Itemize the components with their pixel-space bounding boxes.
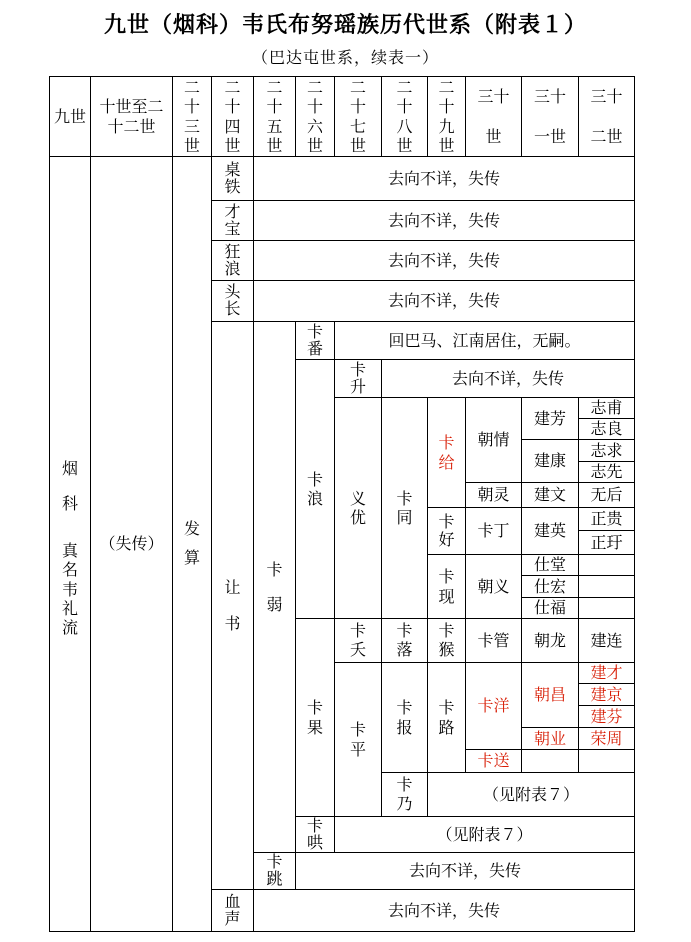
header-h32: 三十 二世 — [578, 76, 635, 157]
person-yiyou: 义优 — [334, 397, 382, 619]
person-fasuan: 发算 — [172, 156, 212, 932]
header-h23: 二十三世 — [172, 76, 212, 157]
person-chaochang: 朝昌 — [521, 662, 579, 728]
person-jianying: 建英 — [521, 507, 579, 555]
person-kaguan: 卡管 — [465, 618, 522, 663]
empty-cell-4 — [521, 749, 579, 773]
note-see-table7: （见附表７） — [427, 772, 635, 817]
person-caibao: 才宝 — [211, 200, 254, 241]
person-zhuotie: 桌铁 — [211, 156, 254, 201]
header-h31: 三十 一世 — [521, 76, 579, 157]
person-kaxian: 卡现 — [427, 554, 466, 619]
person-kahong: 卡哄 — [295, 816, 335, 853]
person-zhiqiu: 志求 — [578, 439, 635, 462]
person-kahao: 卡好 — [427, 507, 466, 555]
person-rongzhou: 荣周 — [578, 727, 635, 750]
empty-cell-3 — [578, 597, 635, 619]
empty-cell-5 — [578, 749, 635, 773]
person-shihong: 仕宏 — [521, 575, 579, 598]
person-kafan: 卡番 — [295, 321, 335, 360]
person-jianwen: 建文 — [521, 482, 579, 508]
person-kaping: 卡平 — [334, 662, 382, 817]
header-h26: 二十六世 — [295, 76, 335, 157]
person-yanke: 烟科 真名韦礼流 — [49, 156, 91, 932]
person-chaoqing: 朝情 — [465, 397, 522, 483]
header-h25: 二十五世 — [253, 76, 296, 157]
person-kuanglang: 狂浪 — [211, 240, 254, 281]
empty-cell-1 — [578, 554, 635, 576]
person-jiancai: 建才 — [578, 662, 635, 684]
person-zhenggui: 正贵 — [578, 507, 635, 531]
person-jianjing: 建京 — [578, 683, 635, 706]
header-h9: 九世 — [49, 76, 91, 157]
page-subtitle: （巴达屯世系，续表一） — [251, 48, 439, 67]
person-kayang: 卡洋 — [465, 662, 522, 750]
empty-cell-2 — [578, 575, 635, 598]
person-kahou: 卡猴 — [427, 618, 466, 663]
person-shitang: 仕堂 — [521, 554, 579, 576]
person-jianfang: 建芳 — [521, 397, 579, 440]
person-kalu: 卡路 — [427, 662, 466, 773]
person-kasheng: 卡升 — [334, 359, 382, 398]
person-kaguo: 卡果 — [295, 618, 335, 817]
person-zhengyu: 正玗 — [578, 530, 635, 555]
note-unknown-katiao: 去向不详，失传 — [295, 852, 635, 890]
header-h30: 三十 世 — [465, 76, 522, 157]
person-katiao: 卡跳 — [253, 852, 296, 890]
person-zhiliang: 志良 — [578, 418, 635, 440]
person-karuo: 卡弱 — [253, 321, 296, 853]
person-jianlian: 建连 — [578, 618, 635, 663]
note-unknown-3: 去向不详，失传 — [253, 240, 635, 281]
person-katian: 卡夭 — [334, 618, 382, 663]
header-h10: 十世至二十二世 — [90, 76, 173, 157]
person-kagei: 卡给 — [427, 397, 466, 508]
person-xuesheng: 血声 — [211, 889, 254, 932]
person-kasong: 卡送 — [465, 749, 522, 773]
note-kafan: 回巴马、江南居住，无嗣。 — [334, 321, 635, 360]
person-kalang: 卡浪 — [295, 359, 335, 619]
person-zhixian: 志先 — [578, 461, 635, 483]
person-shifu: 仕福 — [521, 597, 579, 619]
header-h24: 二十四世 — [211, 76, 254, 157]
note-unknown-2: 去向不详，失传 — [253, 200, 635, 241]
person-katong: 卡同 — [381, 397, 428, 619]
header-h28: 二十八世 — [381, 76, 428, 157]
note-unknown-kasheng: 去向不详，失传 — [381, 359, 635, 398]
person-jianfen: 建芬 — [578, 705, 635, 728]
header-h27: 二十七世 — [334, 76, 382, 157]
person-kabao: 卡报 — [381, 662, 428, 773]
person-chaoling: 朝灵 — [465, 482, 522, 508]
person-wuhou: 无后 — [578, 482, 635, 508]
note-unknown-xuesheng: 去向不详，失传 — [253, 889, 635, 932]
person-chaoye: 朝业 — [521, 727, 579, 750]
note-unknown-1: 去向不详，失传 — [253, 156, 635, 201]
person-zhipu: 志甫 — [578, 397, 635, 419]
person-kaluo: 卡落 — [381, 618, 428, 663]
person-jiankang: 建康 — [521, 439, 579, 483]
person-chaolong: 朝龙 — [521, 618, 579, 663]
person-kanai: 卡乃 — [381, 772, 428, 817]
person-chaoyi: 朝义 — [465, 554, 522, 619]
header-h29: 二十九世 — [427, 76, 466, 157]
note-unknown-4: 去向不详，失传 — [253, 280, 635, 322]
page-title: 九世（烟科）韦氏布努瑶族历代世系（附表１） — [103, 12, 587, 38]
person-shichuan: （失传） — [90, 156, 173, 932]
note-see-table7b: （见附表７） — [334, 816, 635, 853]
person-touchang: 头长 — [211, 280, 254, 322]
person-kading: 卡丁 — [465, 507, 522, 555]
person-rangshu: 让书 — [211, 321, 254, 890]
